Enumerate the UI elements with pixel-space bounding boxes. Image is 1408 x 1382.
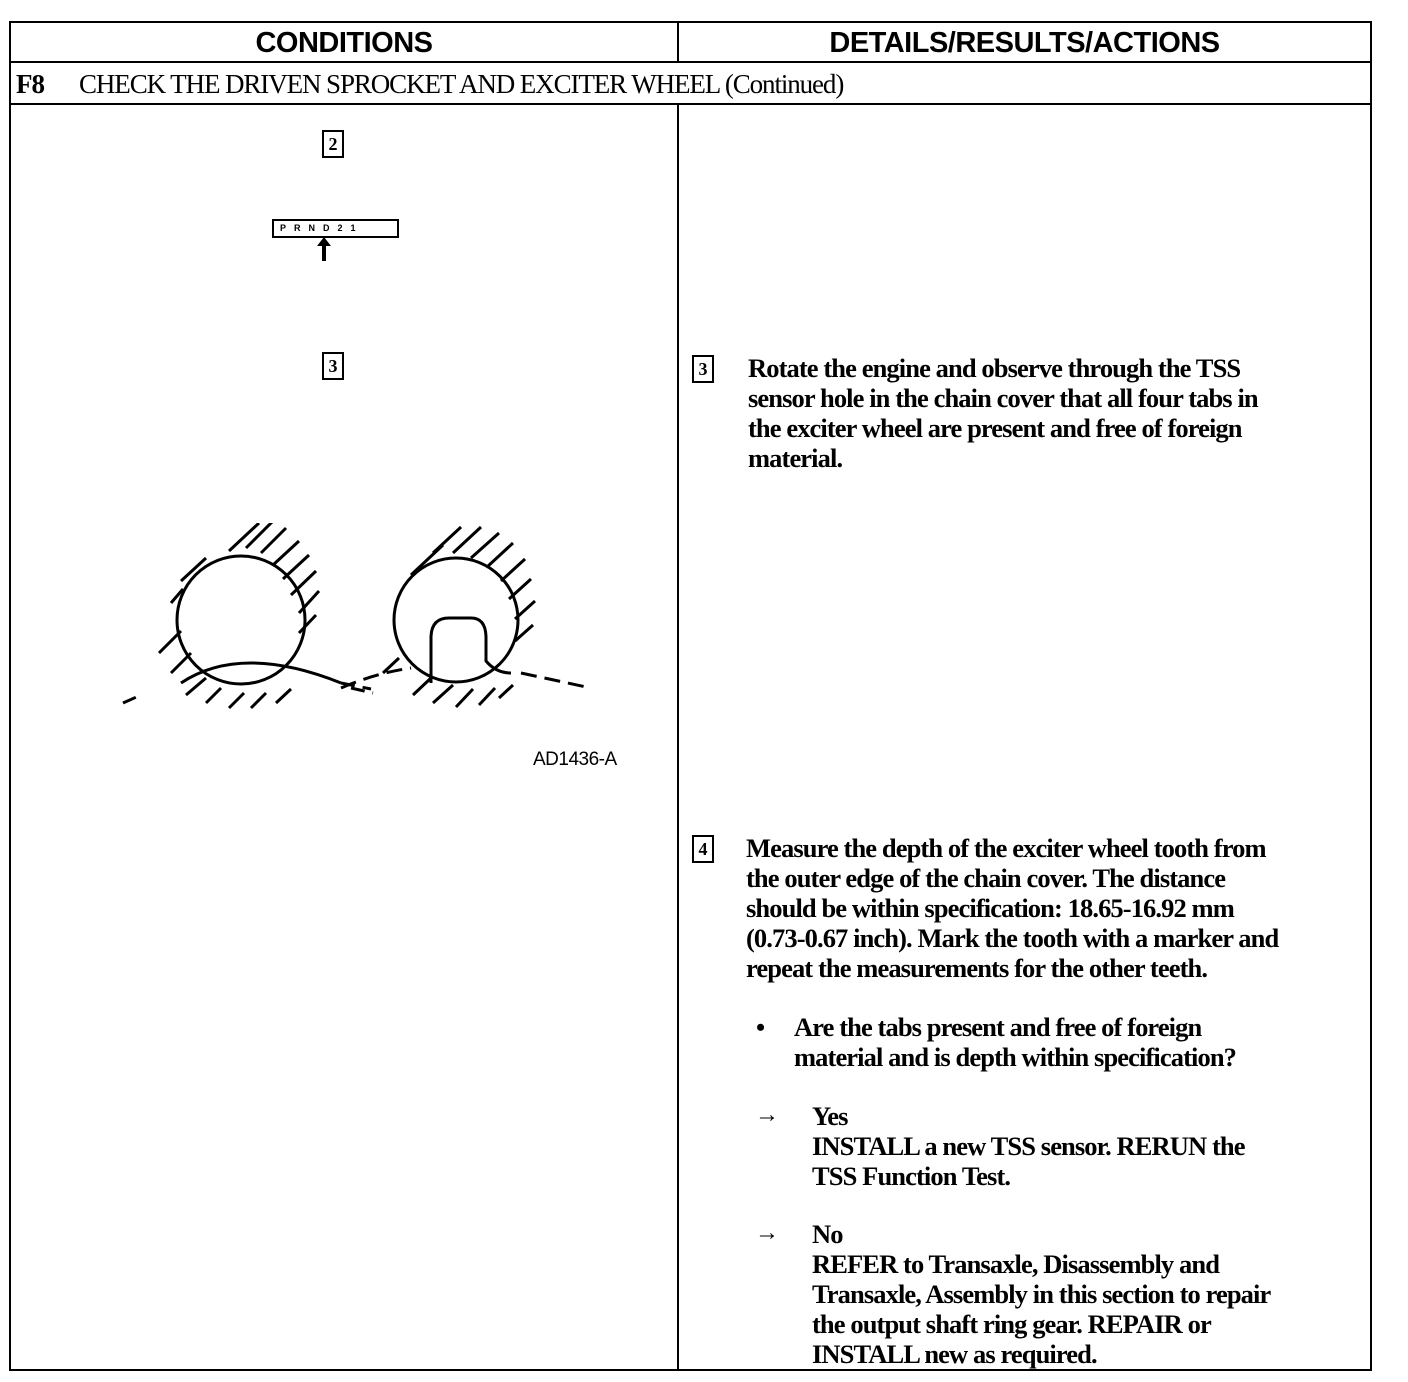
details-header: DETAILS/RESULTS/ACTIONS [829,27,1220,59]
step-4-text: Measure the depth of the exciter wheel tooth from the outer edge of the chain cover. The distance should be within specification: 18.65-16.92 mm (0.73-0.67 inch). Mark the tooth with a marker and repeat the measurements for the other teeth. [746,833,1279,983]
gear-selector-indicator: PRND21 [272,219,399,238]
step-3-box-left: 3 [322,352,344,380]
no-label: No [812,1219,843,1249]
conditions-header: CONDITIONS [11,23,679,61]
yes-arrow-icon: → [755,1102,779,1128]
section-id: F8 [16,69,44,99]
step-2-box: 2 [322,130,344,158]
no-arrow-icon: → [755,1220,779,1246]
column-divider [677,105,679,1371]
step-4-box: 4 [692,835,714,863]
diagnostic-table [9,21,1372,1371]
exciter-wheel-diagram [111,523,611,723]
no-block: No REFER to Transaxle, Disassembly and Transaxle, Assembly in this section to repair the output shaft ring gear. REPAIR or INSTALL new as required. [812,1219,1271,1369]
question-bullet: • [756,1013,766,1042]
section-title: CHECK THE DRIVEN SPROCKET AND EXCITER WHEEL (Continued) [79,69,844,99]
yes-label: Yes [812,1101,848,1131]
step-3-box-right: 3 [692,355,714,383]
header-row [11,23,1370,63]
step-3-text: Rotate the engine and observe through the TSS sensor hole in the chain cover that all four tabs in the exciter wheel are present and free of foreign material. [748,353,1258,473]
section-row [11,63,1370,105]
question-text: Are the tabs present and free of foreign material and is depth within specification? [794,1012,1237,1072]
figure-label: AD1436-A [533,749,617,770]
sensor-hole-circle-right [394,558,518,682]
yes-block: Yes INSTALL a new TSS sensor. RERUN the TSS Function Test. [812,1101,1245,1191]
selector-arrow-icon [314,237,334,263]
